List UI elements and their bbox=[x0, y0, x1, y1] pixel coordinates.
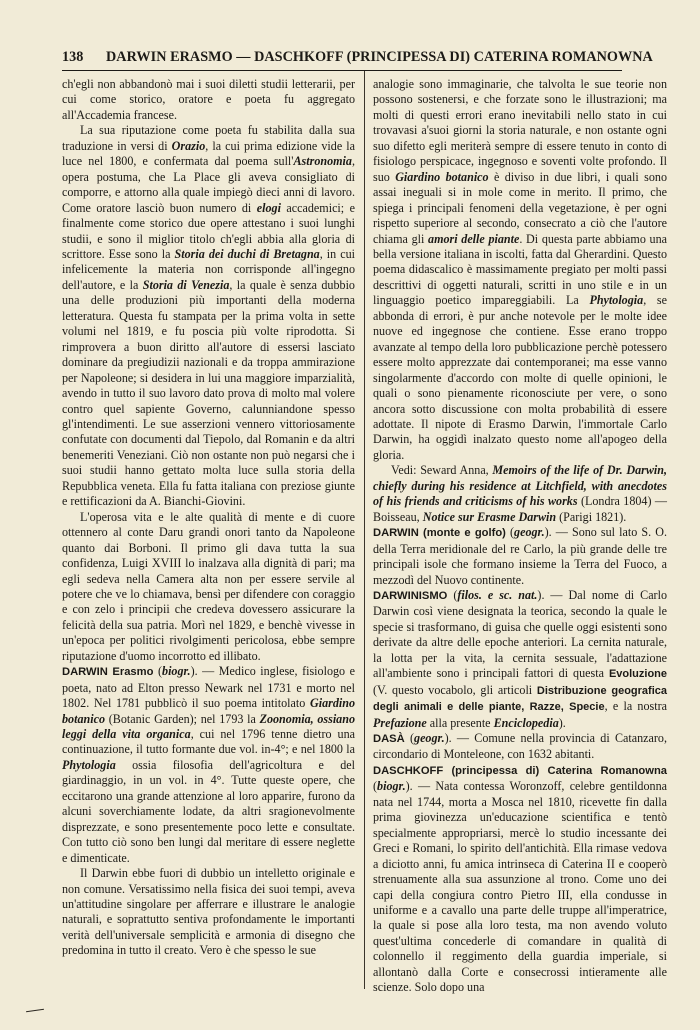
entry-heading: DARWIN (monte e golfo) bbox=[373, 527, 506, 540]
margin-mark bbox=[26, 1009, 44, 1012]
work-title: elogi bbox=[256, 200, 281, 215]
entry-heading: DASÀ bbox=[373, 733, 405, 746]
paragraph: L'operosa vita e le alte qualità di mente e di cuore ottennero al conte Daru grandi onori tanto da Napoleone quanto dai Borboni. Il primo gli dava tutta la sua confidenza, Luigi XVIII lo inalzava alla dignità di pari; ma egli sedeva nella Camera alta non per essere servile al potere che ve lo chiamava, bensì per difendere con coraggio e con zelo i principii che credeva dovessero assicurare la felicità della sua patria. Morì nel 1829, e benchè vivesse in un'epoca per politici rivolgimenti pericolosa, ebbe sempre riputazione d'uomo incorrotto ed illibato. bbox=[62, 509, 355, 663]
work-title: Phytologia bbox=[62, 757, 116, 772]
entry-heading: DARWINISMO bbox=[373, 589, 448, 602]
paragraph-references: Vedi: Seward Anna, Memoirs of the life of Dr. Darwin, chiefly during his residence at Litchfield, with anecdotes of his friends and criticisms of his works (Londra 1804) — Boisseau, Notice sur Erasme Darwin (Parigi 1821). bbox=[373, 463, 667, 524]
page-number: 138 bbox=[62, 49, 84, 65]
paragraph-daru-reputation: La sua riputazione come poeta fu stabilita dalla sua traduzione in versi di Orazio, la cui prima edizione vide la luce nel 1800, e confermata dal poema sull'Astronomia, opera postuma, che La Place gli aveva consigliato di comporre, e attorno alla quale impiegò dieci anni di lavoro. Come oratore lasciò buon numero di elogi accademici; e finalmente come storico due opere attestano i suoi lunghi studii, e sono il miglior titolo ch'egli abbia alla gloria di scrittore. Esse sono la Storia dei duchi di Bretagna, in cui infelicemente la materia non corrisponde all'ingegno dell'autore, e la Storia di Venezia, la quale è senza dubbio una delle produzioni più importanti della moderna letteratura. Questa fu stampata per la prima volta in sette volumi nel 1819, e fu poscia più volte riprodotta. Si rimprovera a buon diritto all'autore di essersi lasciato dominare da pregiudizii nazionali e da troppa ammirazione per Napoleone; si desidera in lui una maggiore imparzialità, avendo in tutto il suo lavoro dato prova di molto mal volere contro quel sapiente Governo, calunniandone spesso gl'intendimenti. Le sue asserzioni vennero vittoriosamente confutate con documenti dal Tiepolo, dal Romanin e da altri benemeriti Veneziani. Ciò non ostante non può negarsi che i suoi studii hanno gettato molta luce sulla storia della Repubblica veneta. Ella fu fatta italiana con preziose giunte e rettificazioni da A. Bianchi-Giovini. bbox=[62, 123, 355, 509]
header-rule bbox=[62, 70, 622, 71]
entry-dasa: DASÀ (geogr.). — Comune nella provincia di Catanzaro, circondario di Monteleone, con 1632 abitanti. bbox=[373, 731, 667, 762]
cross-reference: Evoluzione bbox=[608, 668, 667, 681]
paragraph: ch'egli non abbandonò mai i suoi diletti studii letterarii, per cui come storico, oratore e poeta fu aggregato all'Accademia francese. bbox=[62, 77, 355, 122]
entry-heading: DARWIN Erasmo bbox=[62, 666, 154, 679]
entry-daschkoff: DASCHKOFF (principessa di) Caterina Romanowna (biogr.). — Nata contessa Woronzoff, celebre gentildonna nata nel 1744, morta a Mosca nel 1810, ricevette fin dalla prima giovinezza un'educazione scientifica e tentò specialmente appropriarsi, mercè lo studio incessante dei Greci e Romani, lo spirito dell'antichità. Ella rimase vedova a diciotto anni, fu amica intrinseca di Caterina II e cooperò strenuamente alla sua assunzione al trono. Come uno dei capi della congiura contro Pietro III, ella condusse in uniforme e a cavallo una parte delle truppe all'imperatrice, la quale si pose alla loro testa, ma non avendo voluto quest'ultima concederle di comandare in qualità di colonnello il reggimento della guardia imperiale, si allontanò dalla Corte e consecrossi intieramente alle scienze. Solo dopo una bbox=[373, 764, 667, 995]
paragraph-darwin-continued: analogie sono immaginarie, che talvolta le sue teorie non possono sostenersi, e che forzate sono le illustrazioni; ma molti di questi errori erano inevitabili nello stato in cui trovavasi a'suoi giorni la storia naturale, e non ostante ogni suo difetto egli meriterà sempre di essere tenuto in conto di fisiologo perspicace, ingegnoso e soventi volte profondo. Il suo Giardino botanico è diviso in due libri, i quali sono assai ineguali si in mole come in merito. Il primo, che spiega i principali fenomeni della vegetazione, è per ogni rispetto superiore al secondo, consecrato a ciò che l'autore chiama gli amori delle piante. Di questa parte abbiamo una bella versione italiana in iscolti, fatta dal Gherardini. Questo poema didascalico è massimamente pregiato per molti passi descrittivi di oggetti naturali, scritti in uno stile e in un linguaggio poetico impareggiabili. La Phytologia, se abbonda di errori, è pur anche notevole per le molte idee nuove ed ingegnose che contiene. Esse erano troppo avanzate al tempo della loro pubblicazione perchè potessero essere molto apprezzate dai contemporanei; ma esse vanno singolarmente d'accordo con molte di quelle opinioni, le quali o sono pienamente riconosciute per vere, o sono ancora sotto discussione con molta probabilità di essere adottate. Il nipote di Erasmo Darwin, l'immortale Carlo Darwin, ha oggidì inalzato questo nome all'apogeo della gloria. bbox=[373, 77, 668, 462]
left-column bbox=[62, 77, 355, 959]
work-title: Astronomia bbox=[293, 154, 352, 169]
entry-category: filos. e sc. nat. bbox=[457, 587, 538, 602]
work-title: Giardino botanico bbox=[395, 169, 489, 184]
entry-category: geogr. bbox=[514, 525, 545, 540]
entry-category: biogr. bbox=[377, 779, 406, 794]
work-title: Phytologia bbox=[589, 293, 644, 308]
running-title: DARWIN ERASMO — DASCHKOFF (PRINCIPESSA DI) CATERINA ROMANOWNA bbox=[106, 49, 653, 65]
work-title: Giardino botanico bbox=[62, 696, 355, 726]
cross-reference: Prefazione bbox=[373, 715, 427, 730]
right-column bbox=[373, 77, 667, 996]
entry-heading: DASCHKOFF (principessa di) Caterina Romanowna bbox=[373, 764, 667, 777]
cross-reference: Enciclopedia bbox=[493, 715, 559, 730]
cross-reference: Distribuzione geografica degli animali e delle piante, Razze, Specie bbox=[373, 684, 667, 714]
page-header bbox=[62, 46, 653, 68]
entry-darwin-monte: DARWIN (monte e golfo) (geogr.). — Sono sul lato S. O. della Terra meridionale del re Carlo, la più grande delle tre principali isole che formano insieme la Terra del Fuoco, a mezzodì del Nuovo continente. bbox=[373, 525, 667, 587]
work-title: Orazio bbox=[171, 138, 206, 153]
work-title: Zoonomia, ossiano leggi della vita organica bbox=[62, 711, 355, 742]
entry-category: geogr. bbox=[414, 731, 445, 746]
reference-title: Notice sur Erasme Darwin bbox=[422, 509, 557, 524]
reference-title: Memoirs of the life of Dr. Darwin, chiefly during his residence at Litchfield, with anecdotes of his friends and criticisms of his works bbox=[373, 463, 667, 509]
column-divider bbox=[364, 71, 365, 989]
work-title: Storia dei duchi di Bretagna bbox=[174, 246, 320, 261]
paragraph: Il Darwin ebbe fuori di dubbio un intelletto originale e non comune. Versatissimo nella fisica dei suoi tempi, aveva un'attitudine singolare per afferrare e illustrare le analogie naturali, e soprattutto sentiva profondamente le importanti verità dell'universale semplicità e armonia di disegno che predomina in tutto il creato. Vero è che spesso le sue bbox=[62, 866, 355, 958]
entry-darwinismo: DARWINISMO (filos. e sc. nat.). — Dal nome di Carlo Darwin così viene designata la teorica, secondo la quale le specie si trasformano, di guisa che quelle oggi esistenti sono derivate da altre delle epoche anteriori. La cernita naturale, la lotta per la vita, la cernita sessuale, l'adattazione all'ambiente sono i principali fattori di questa Evoluzione (V. questo vocabolo, gli articoli Distribuzione geografica degli animali e delle piante, Razze, Specie, e la nostra Prefazione alla presente Enciclopedia). bbox=[373, 587, 667, 730]
work-title: amori delle piante bbox=[428, 231, 520, 246]
entry-darwin-erasmo: DARWIN Erasmo (biogr.). — Medico inglese, fisiologo e poeta, nato ad Elton presso Newark nel 1731 e morto nel 1802. Nel 1781 pubblicò il suo poema intitolato Giardino botanico (Botanic Garden); nel 1793 la Zoonomia, ossiano leggi della vita organica, cui nel 1796 tenne dietro una continuazione, il tutto formante due vol. in-4°; e nel 1800 la Phytologia ossia filosofia dell'agricoltura e del giardinaggio, in un vol. in 4°. Tutte queste opere, che eccitarono una grande attenzione al loro apparire, furono da alcuni soverchiamente lodate, da altri sragionevolmente disprezzate, e sono presentemente poco lette e consultate. Con tutto ciò sono ben lungi dal meritare di essere neglette e dimenticate. bbox=[62, 664, 355, 865]
entry-category: biogr. bbox=[162, 664, 191, 679]
work-title: Storia di Venezia bbox=[142, 277, 230, 292]
